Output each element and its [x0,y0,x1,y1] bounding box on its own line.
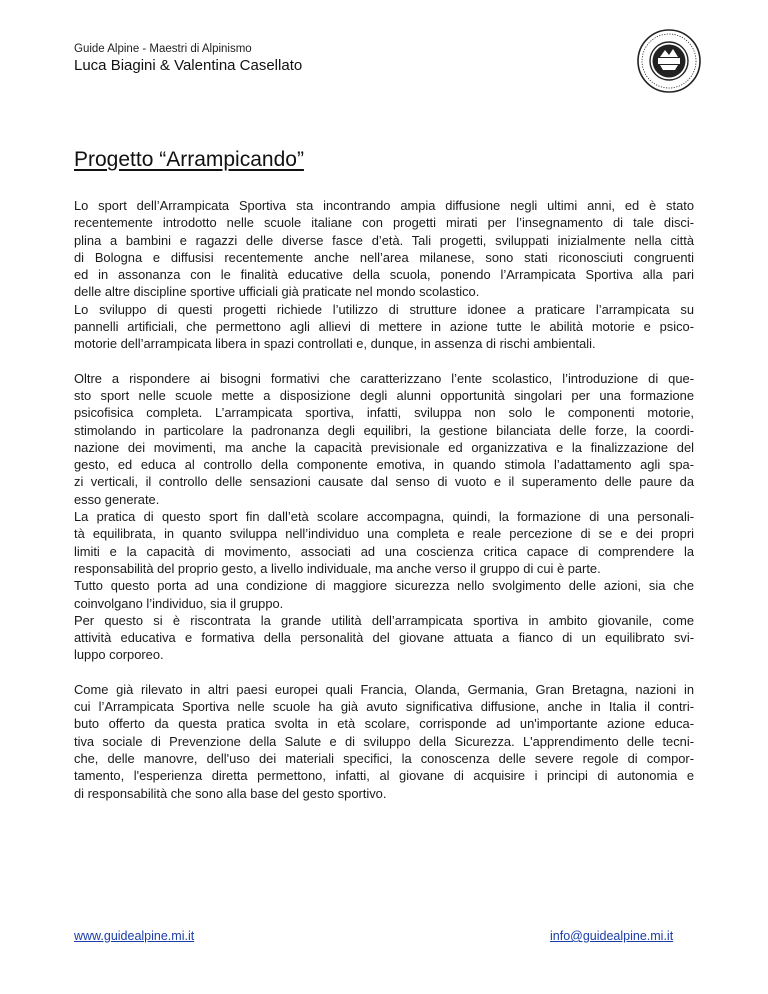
text-line: recentemente introdotto nelle scuole italiane con progetti mirati per l’insegnamento di tale disci- [74,215,694,231]
text-line: responsabilità del proprio gesto, a livello individuale, ma anche verso il gruppo di cui è parte. [74,560,601,576]
text-line: motorie dell’arrampicata libera in spazi controllati e, dunque, in assenza di rischi ambientali. [74,336,596,352]
text-line: Tutto questo porta ad una condizione di maggiore sicurezza nello svolgimento delle azioni, sia che [74,578,694,594]
website-link[interactable]: www.guidealpine.mi.it [74,929,195,943]
text-line: gesto, ed educa al controllo della componente emotiva, in quando stimola l’adattamento agli spa- [74,457,694,473]
text-line: La pratica di questo sport fin dall’età scolare accompagna, quindi, la formazione di una personali- [74,509,694,525]
text-line: tiva sociale di Prevenzione della Salute e di sviluppo della Sicurezza. L'apprendimento delle tecni- [74,733,694,749]
text-line: che, delle manovre, dell'uso dei materiali specifici, la conoscenza delle severe regole di compor- [74,750,694,766]
paragraph-2 [74,370,694,664]
header-subtitle: Guide Alpine - Maestri di Alpinismo [74,43,252,55]
text-line: di Bologna e diffusisi recentemente anche nell’area milanese, sono stati riconosciuti congruenti [74,249,694,265]
text-line: attività educativa e formativa della personalità del giovane attuata a fianco di un equilibrato svi- [74,630,694,646]
text-line: di responsabilità che sono alla base del gesto sportivo. [74,785,387,801]
text-line: zi verticali, il controllo delle sensazioni causate dal senso di vuoto e il superamento delle paure da [74,474,694,490]
text-line: tamento, l'esperienza diretta permettono, infatti, al giovane di acquisire i principi di autonomia e [74,768,694,784]
paragraph-3 [74,681,694,802]
text-line: ed in assonanza con le finalità educative della scuola, ponendo l’Arrampicata Sportiva alla pari [74,267,694,283]
text-line: stimolando in particolare la padronanza degli equilibri, la gestione bilanciata delle forze, la coordi- [74,422,694,438]
paragraph-1 [74,197,694,353]
header-names: Luca Biagini & Valentina Casellato [74,57,303,74]
text-line: luppo corporeo. [74,647,164,663]
text-line: sto sport nelle scuole mette a disposizione degli alunni opportunità singolari per una formazione [74,387,694,403]
text-line: tà equilibrata, in quanto sviluppa nell’individuo una completa e reale percezione di se e dei propri [74,526,694,542]
association-seal-icon [636,28,702,94]
text-line: delle altre discipline sportive ufficiali già praticate nel mondo scolastico. [74,284,480,300]
text-line: psicofisica completa. L’arrampicata sportiva, infatti, sviluppa non solo le componenti motorie, [74,405,694,421]
text-line: limiti e la capacità di movimento, associati ad una coscienza critica capace di comprendere la [74,543,694,559]
text-line: Lo sviluppo di questi progetti richiede l’utilizzo di strutture idonee a praticare l’arrampicata su [74,301,694,317]
text-line: buto offerto da questa pratica svolta in età scolare, corrisponde ad un'importante azione educa- [74,716,694,732]
email-link[interactable]: info@guidealpine.mi.it [550,929,674,943]
text-line: nazione dei movimenti, ma anche la capacità previsionale ed organizzativa e la finalizzazione del [74,439,694,455]
page-title: Progetto “Arrampicando” [74,148,304,171]
text-line: coinvolgano l’individuo, sia il gruppo. [74,595,284,611]
text-line: Oltre a rispondere ai bisogni formativi che caratterizzano l’ente scolastico, l’introduzione di que- [74,370,694,386]
text-line: Lo sport dell’Arrampicata Sportiva sta incontrando ampia diffusione negli ultimi anni, ed è stato [74,198,694,213]
text-line: pannelli artificiali, che permettono agli allievi di mettere in azione tutte le abilità motorie e psico- [74,319,694,335]
text-line: Per questo si è riscontrata la grande utilità dell’arrampicata sportiva in ambito giovanile, come [74,612,694,628]
text-line: Come già rilevato in altri paesi europei quali Francia, Olanda, Germania, Gran Bretagna, nazioni in [74,681,694,697]
text-line: cui l’Arrampicata Sportiva nelle scuole ha già avuto significativa diffusione, anche in Italia il contri- [74,699,694,715]
text-line: plina a bambini e ragazzi delle diverse fasce d’età. Tali progetti, sviluppati inizialmente nella città [74,232,694,248]
body-text [74,197,694,819]
text-line: esso generate. [74,491,160,507]
